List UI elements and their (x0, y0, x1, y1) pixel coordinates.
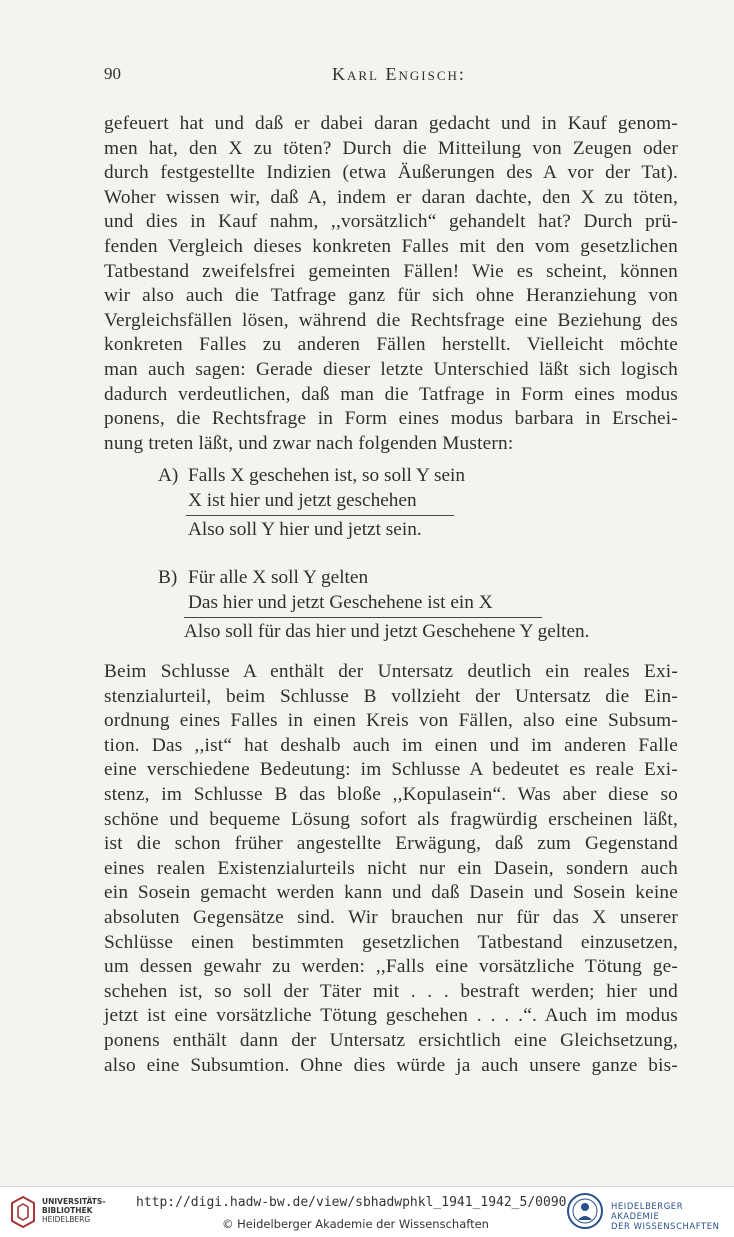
text-line: wir also auch die Tatfrage ganz für sich ohne Heranziehung von (104, 285, 678, 307)
text-line: jetzt ist eine vorsätzliche Tötung geschehen . . . .“. Auch im modus (104, 1005, 678, 1027)
syllogism-b-rule (184, 617, 542, 618)
text-line: stenz, im Schlusse B das bloße ,,Kopulasein“. Was aber diese so (104, 783, 678, 805)
page-number: 90 (104, 64, 121, 83)
university-library-logo-icon[interactable] (10, 1195, 36, 1229)
text-line: dadurch verdeutlichen, daß man die Tatfrage in Form eines modus (104, 383, 678, 405)
text-line: Beim Schlusse A enthält der Untersatz deutlich ein reales Exi- (104, 661, 678, 682)
text-line: gefeuert hat und daß er dabei daran gedacht und in Kauf genom- (104, 113, 678, 134)
paragraph-1 (104, 112, 678, 456)
syllogism-a-rule (186, 515, 454, 516)
academy-seal-icon[interactable] (566, 1192, 604, 1230)
running-head: Karl Engisch: (332, 64, 466, 84)
text-line: Woher wissen wir, daß A, indem er daran dachte, den X zu töten, (104, 186, 678, 208)
syllogism-a-label: A) (158, 465, 179, 486)
text-line: ein Sosein gemacht werden kann und daß Dasein und Sosein keine (104, 882, 678, 904)
text-line: men hat, den X zu töten? Durch die Mitteilung von Zeugen oder (104, 137, 678, 159)
academy-name-line: DER WISSENSCHAFTEN (611, 1221, 720, 1231)
text-line: nung treten läßt, und zwar nach folgenden Mustern: (104, 432, 514, 454)
text-line: ordnung eines Falles in einen Kreis von Fällen, also eine Subsum- (104, 710, 678, 732)
text-line: Tatbestand zweifelsfrei gemeinten Fällen! Wie es scheint, können (104, 260, 678, 282)
academy-name-line: HEIDELBERGER AKADEMIE (611, 1201, 684, 1221)
syllogism-b-major: Für alle X soll Y gelten (188, 567, 369, 588)
paragraph-2 (104, 660, 678, 1078)
text-line: ponens, die Rechtsfrage in Form eines modus barbara in Erschei- (104, 408, 678, 430)
page-header (104, 64, 678, 88)
text-line: konkreten Falles zu anderen Fällen herstellt. Vielleicht möchte (104, 334, 678, 356)
text-line: Vergleichsfällen lösen, während die Rechtsfrage eine Beziehung des (104, 309, 678, 331)
copyright-notice: © Heidelberger Akademie der Wissenschaften (222, 1217, 489, 1231)
text-line: ponens enthält dann der Untersatz ersichtlich eine Gleichsetzung, (104, 1029, 678, 1051)
syllogism-b-label: B) (158, 567, 178, 588)
library-name-line: HEIDELBERG (42, 1215, 91, 1224)
text-line: durch festgestellte Indizien (etwa Äußerungen des A vor der Tat). (104, 162, 678, 184)
text-line: also eine Subsumtion. Ohne dies würde ja auch unsere ganze bis- (104, 1054, 678, 1076)
syllogism-b-conclusion: Also soll für das hier und jetzt Geschehene Y gelten. (184, 621, 590, 642)
text-line: fenden Vergleich dieses konkreten Falles mit den vom gesetzlichen (104, 235, 678, 257)
text-line: stenzialurteil, beim Schlusse B vollzieht der Untersatz die Ein- (104, 685, 678, 707)
permalink-url[interactable]: http://digi.hadw-bw.de/view/sbhadwphkl_1941_1942_5/0090 (136, 1195, 567, 1210)
text-line: um dessen gewahr zu werden: ,,Falls eine vorsätzliche Tötung ge- (104, 956, 678, 978)
academy-name (611, 1201, 734, 1231)
text-line: Schlüsse einen bestimmten gesetzlichen Tatbestand einzusetzen, (104, 931, 678, 953)
text-line: schehen ist, so soll der Täter mit . . . bestraft werden; hier und (104, 980, 678, 1002)
library-name (42, 1197, 105, 1224)
text-line: absoluten Gegensätze sind. Wir brauchen nur für das X unserer (104, 906, 678, 928)
text-line: eines realen Existenzialurteils nicht nur ein Dasein, sondern auch (104, 857, 678, 879)
text-line: eine verschiedene Bedeutung: im Schlusse A bedeutet es reale Exi- (104, 759, 678, 781)
syllogism-a-major: Falls X geschehen ist, so soll Y sein (188, 465, 466, 486)
syllogism-b-minor: Das hier und jetzt Geschehene ist ein X (188, 592, 493, 613)
syllogism-a-minor: X ist hier und jetzt geschehen (188, 490, 417, 511)
text-line: ist die schon früher angestellte Erwägung, daß zum Gegenstand (104, 833, 678, 855)
text-line: tion. Das ,,ist“ hat deshalb auch im einen und im anderen Falle (104, 734, 678, 756)
text-line: man auch sagen: Gerade dieser letzte Unterschied läßt sich logisch (104, 358, 678, 380)
library-name-line: UNIVERSITÄTS- (42, 1197, 106, 1206)
text-line: und dies in Kauf nahm, ,,vorsätzlich“ gehandelt hat? Durch prü- (104, 211, 678, 233)
footer-bar (0, 1186, 734, 1237)
text-line: schöne und bequeme Lösung sofort als fragwürdig erscheinen läßt, (104, 808, 678, 830)
syllogism-a-conclusion: Also soll Y hier und jetzt sein. (188, 519, 422, 540)
library-name-line: BIBLIOTHEK (42, 1206, 93, 1215)
